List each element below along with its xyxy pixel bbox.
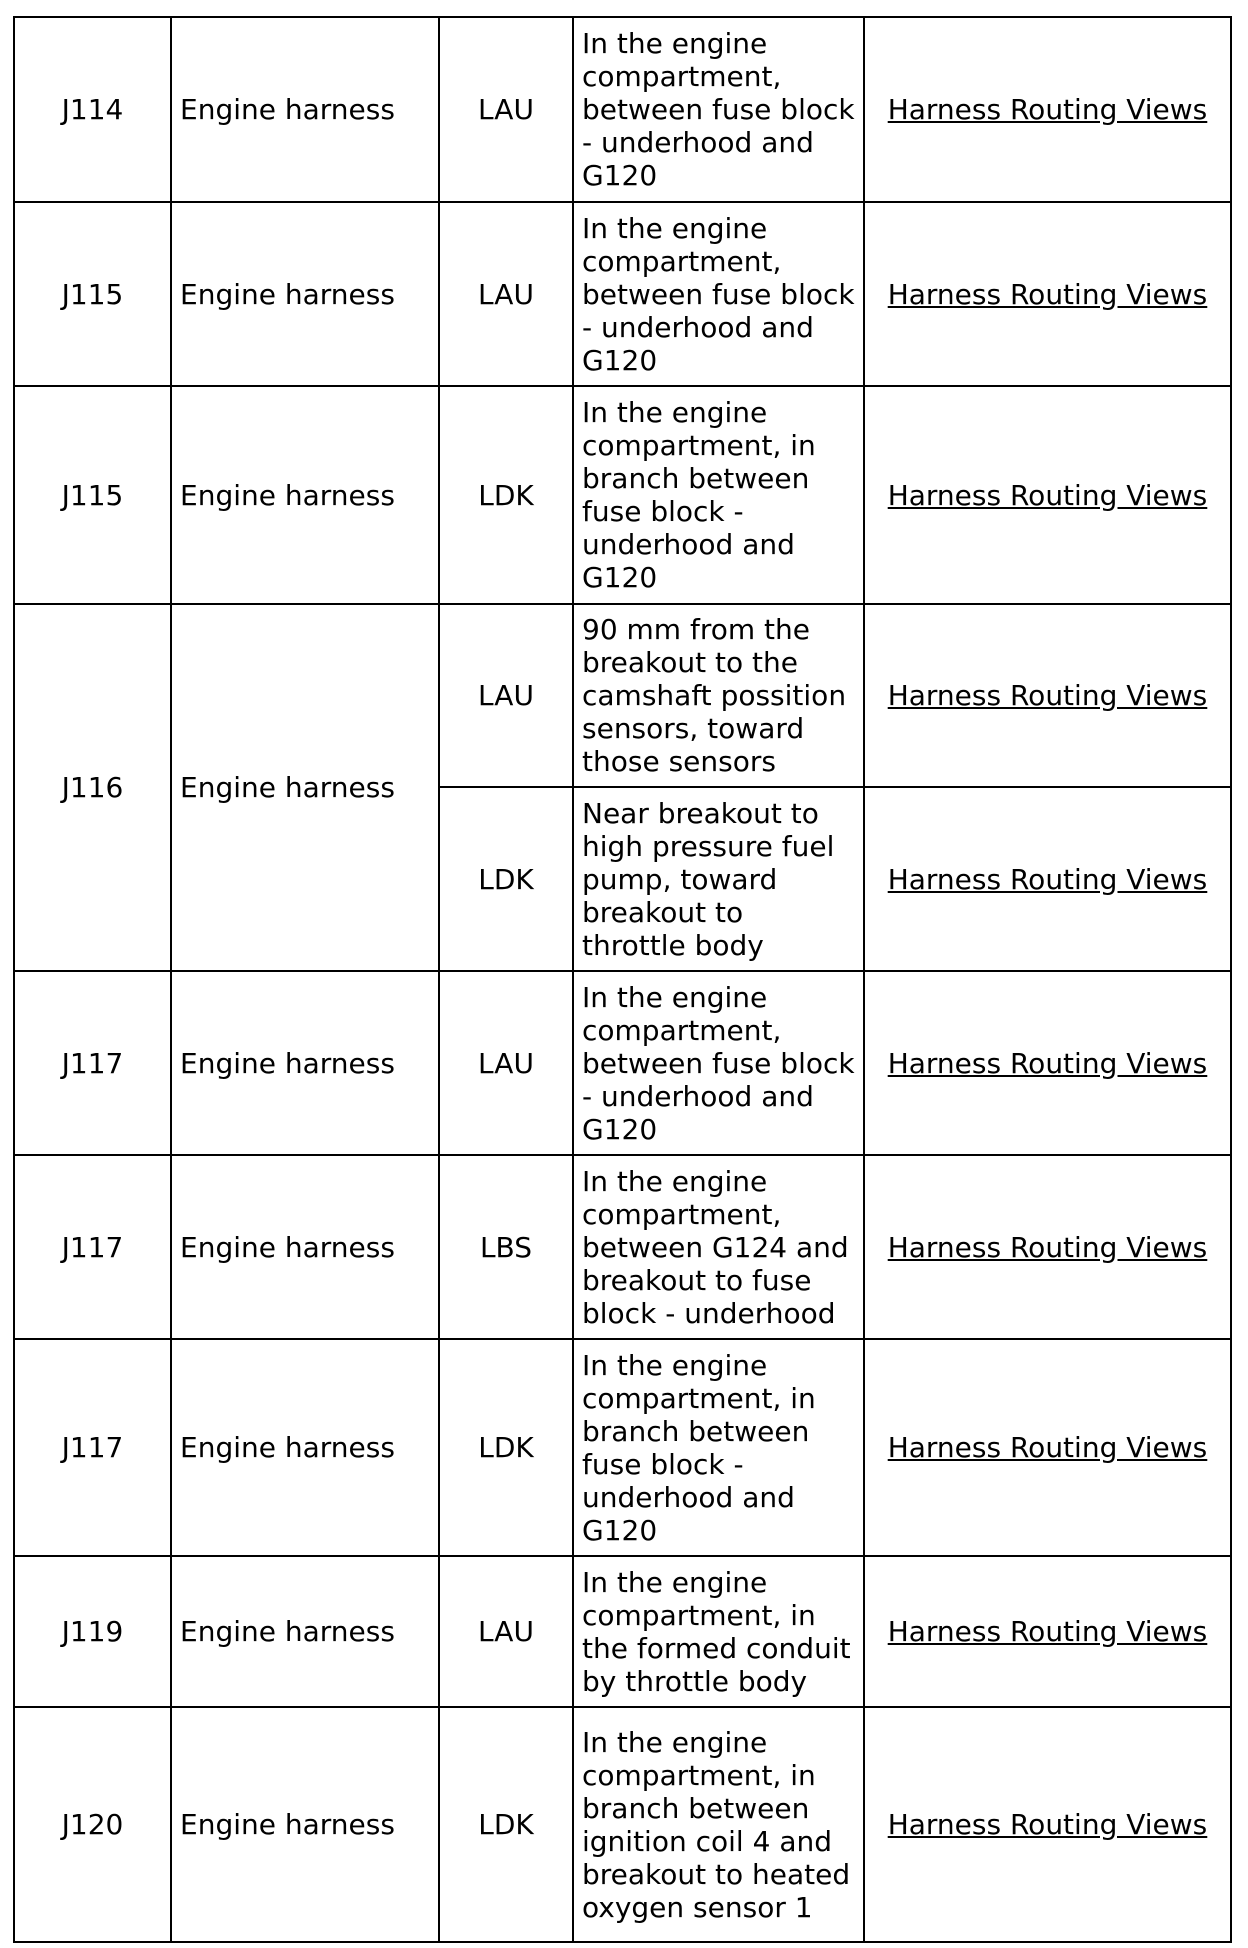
location-cell: In the engine compartment, between fuse block - underhood and G120 — [573, 971, 864, 1155]
splice-id-cell: J114 — [14, 17, 171, 202]
location-cell: In the engine compartment, between fuse block - underhood and G120 — [573, 17, 864, 202]
location-cell: In the engine compartment, between G124 and breakout to fuse block - underhood — [573, 1155, 864, 1339]
table-row — [14, 202, 1231, 386]
table-row — [14, 17, 1231, 202]
harness-cell: Engine harness — [171, 1556, 439, 1707]
harness-cell: Engine harness — [171, 1339, 439, 1556]
splice-location-table — [13, 16, 1232, 1943]
splice-id-cell: J119 — [14, 1556, 171, 1707]
harness-routing-views-link[interactable]: Harness Routing Views — [887, 277, 1208, 311]
harness-routing-views-link[interactable]: Harness Routing Views — [887, 862, 1208, 896]
option-cell: LDK — [439, 386, 573, 604]
table-row — [14, 604, 1231, 787]
option-cell: LDK — [439, 787, 573, 971]
harness-routing-views-link[interactable]: Harness Routing Views — [887, 1808, 1208, 1841]
option-cell: LDK — [439, 1339, 573, 1556]
splice-id-cell: J120 — [14, 1707, 171, 1942]
location-cell: In the engine compartment, in branch between fuse block - underhood and G120 — [573, 386, 864, 604]
table-row — [14, 971, 1231, 1155]
view-cell — [864, 971, 1231, 1155]
option-cell: LAU — [439, 202, 573, 386]
splice-id-cell: J115 — [14, 386, 171, 604]
table-row — [14, 1155, 1231, 1339]
option-cell: LAU — [439, 604, 573, 787]
location-cell: 90 mm from the breakout to the camshaft possition sensors, toward those sensors — [573, 604, 864, 787]
option-cell: LAU — [439, 1556, 573, 1707]
location-cell: In the engine compartment, between fuse block - underhood and G120 — [573, 202, 864, 386]
harness-routing-views-link[interactable]: Harness Routing Views — [887, 1230, 1208, 1264]
location-cell: Near breakout to high pressure fuel pump, toward breakout to throttle body — [573, 787, 864, 971]
view-cell — [864, 386, 1231, 604]
splice-id-cell: J117 — [14, 1339, 171, 1556]
table-row — [14, 1707, 1231, 1942]
splice-id-cell: J117 — [14, 1155, 171, 1339]
splice-id-cell: J116 — [14, 604, 171, 971]
harness-cell: Engine harness — [171, 604, 439, 971]
view-cell — [864, 1556, 1231, 1707]
harness-routing-views-link[interactable]: Harness Routing Views — [887, 1615, 1208, 1648]
harness-routing-views-link[interactable]: Harness Routing Views — [887, 679, 1208, 712]
harness-routing-views-link[interactable]: Harness Routing Views — [887, 1431, 1208, 1464]
location-cell: In the engine compartment, in branch between ignition coil 4 and breakout to heated oxygen sensor 1 — [573, 1707, 864, 1942]
harness-routing-views-link[interactable]: Harness Routing Views — [887, 93, 1208, 126]
location-cell: In the engine compartment, in the formed conduit by throttle body — [573, 1556, 864, 1707]
harness-cell: Engine harness — [171, 971, 439, 1155]
harness-cell: Engine harness — [171, 202, 439, 386]
harness-routing-views-link[interactable]: Harness Routing Views — [887, 1046, 1208, 1080]
option-cell: LBS — [439, 1155, 573, 1339]
option-cell: LAU — [439, 17, 573, 202]
harness-cell: Engine harness — [171, 1707, 439, 1942]
option-cell: LAU — [439, 971, 573, 1155]
option-cell: LDK — [439, 1707, 573, 1942]
harness-cell: Engine harness — [171, 17, 439, 202]
table-row — [14, 386, 1231, 604]
view-cell — [864, 1707, 1231, 1942]
table-row — [14, 1556, 1231, 1707]
splice-id-cell: J115 — [14, 202, 171, 386]
harness-cell: Engine harness — [171, 1155, 439, 1339]
table-row — [14, 1339, 1231, 1556]
view-cell — [864, 202, 1231, 386]
splice-id-cell: J117 — [14, 971, 171, 1155]
location-cell: In the engine compartment, in branch between fuse block - underhood and G120 — [573, 1339, 864, 1556]
view-cell — [864, 1339, 1231, 1556]
view-cell — [864, 1155, 1231, 1339]
view-cell — [864, 17, 1231, 202]
view-cell — [864, 787, 1231, 971]
harness-cell: Engine harness — [171, 386, 439, 604]
harness-routing-views-link[interactable]: Harness Routing Views — [887, 478, 1208, 512]
view-cell — [864, 604, 1231, 787]
